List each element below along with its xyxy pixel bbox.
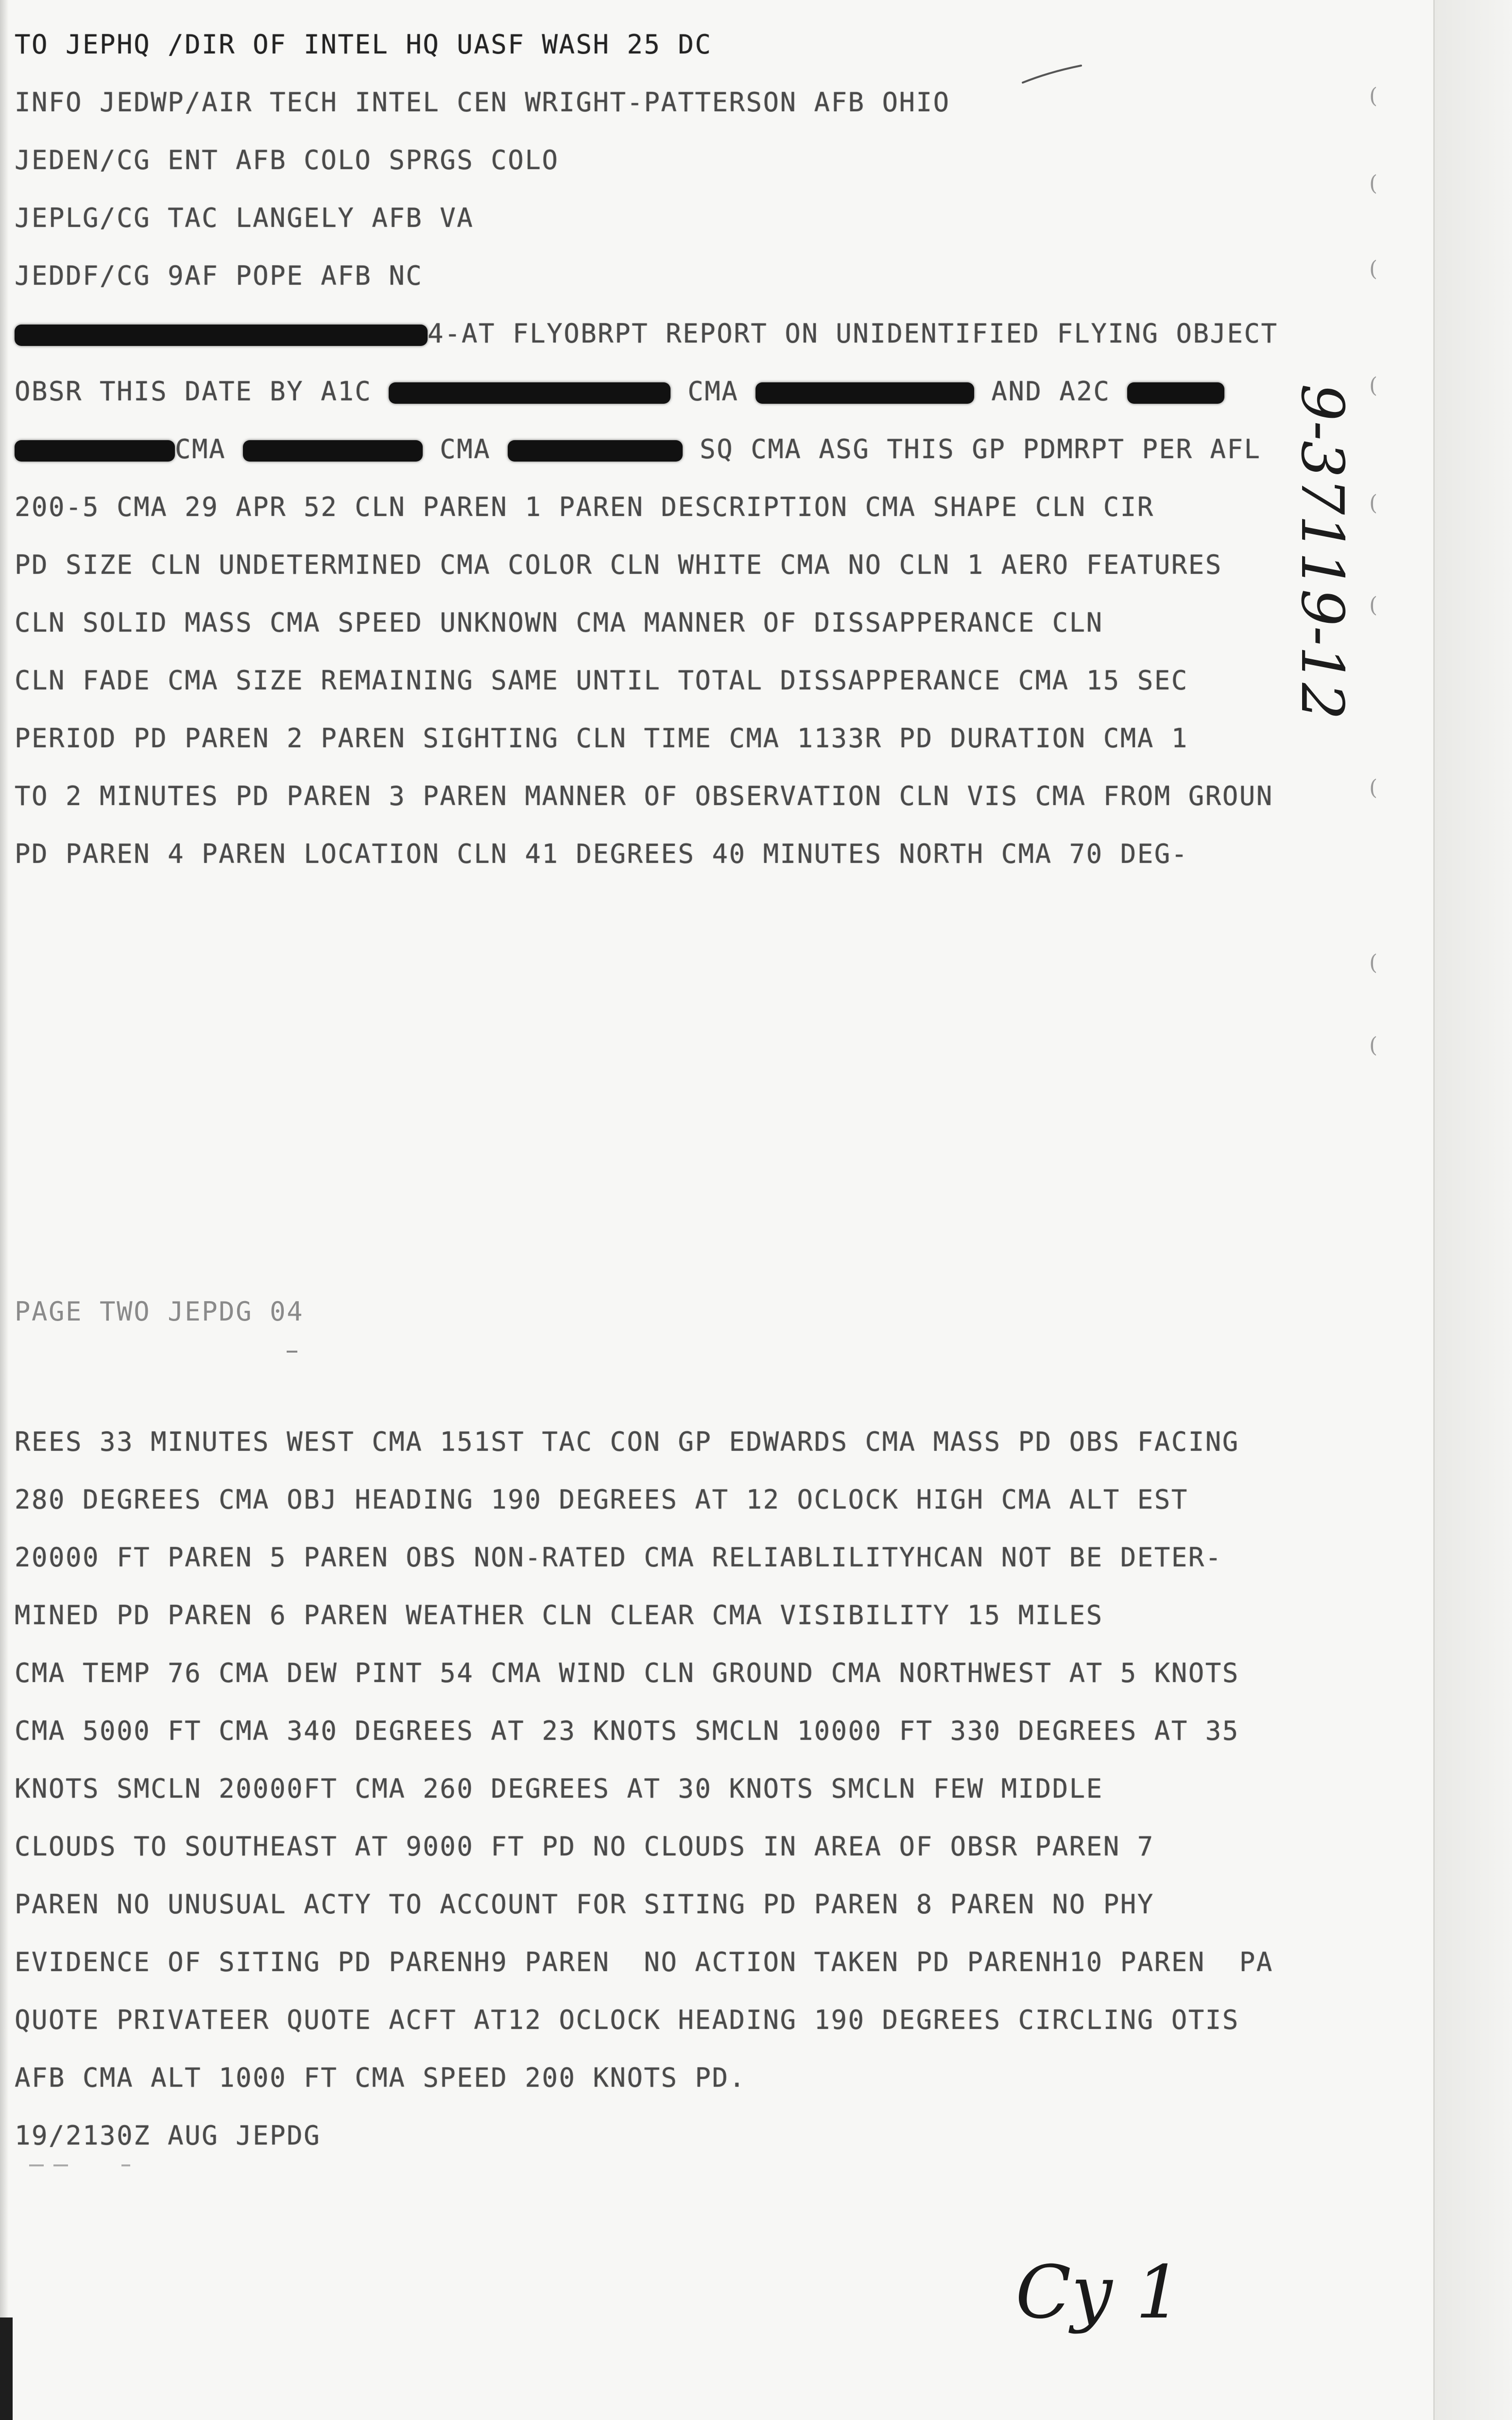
message-line: CMA 5000 FT CMA 340 DEGREES AT 23 KNOTS SMCLN 10000 FT 330 DEGREES AT 35: [15, 1716, 1239, 1746]
margin-mark: (: [1369, 257, 1378, 281]
message-line: CLN SOLID MASS CMA SPEED UNKNOWN CMA MANNER OF DISSAPPERANCE CLN: [15, 607, 1103, 638]
stray-mark: [29, 2164, 44, 2166]
message-line: CMA TEMP 76 CMA DEW PINT 54 CMA WIND CLN GROUND CMA NORTHWEST AT 5 KNOTS: [15, 1658, 1239, 1688]
redaction-bar: [1127, 382, 1224, 404]
message-line: [15, 305, 1278, 362]
message-text: OBSR THIS DATE BY A1C: [15, 376, 372, 407]
message-text: CMA: [175, 434, 226, 464]
message-text: CMA: [687, 376, 739, 407]
message-line: 280 DEGREES CMA OBJ HEADING 190 DEGREES AT 12 OCLOCK HIGH CMA ALT EST: [15, 1484, 1188, 1515]
stray-mark: [287, 1351, 297, 1353]
redaction-bar: [15, 325, 428, 346]
message-line: PD SIZE CLN UNDETERMINED CMA COLOR CLN WHITE CMA NO CLN 1 AERO FEATURES: [15, 549, 1222, 580]
message-line: 19/2130Z AUG JEPDG: [15, 2120, 321, 2151]
margin-mark: (: [1369, 1033, 1378, 1058]
message-line: CLN FADE CMA SIZE REMAINING SAME UNTIL TOTAL DISSAPPERANCE CMA 15 SEC: [15, 665, 1188, 696]
message-line: TO 2 MINUTES PD PAREN 3 PAREN MANNER OF OBSERVATION CLN VIS CMA FROM GROUN: [15, 781, 1273, 811]
pen-tick-mark: [1020, 63, 1083, 87]
margin-mark: (: [1369, 171, 1378, 196]
margin-mark: (: [1369, 593, 1378, 618]
teletype-message-page-one: [15, 16, 1278, 883]
message-line: 200-5 CMA 29 APR 52 CLN PAREN 1 PAREN DESCRIPTION CMA SHAPE CLN CIR: [15, 492, 1154, 522]
message-line: PD PAREN 4 PAREN LOCATION CLN 41 DEGREES 40 MINUTES NORTH CMA 70 DEG-: [15, 839, 1188, 869]
message-line: AFB CMA ALT 1000 FT CMA SPEED 200 KNOTS PD.: [15, 2062, 746, 2093]
message-line: QUOTE PRIVATEER QUOTE ACFT AT12 OCLOCK HEADING 190 DEGREES CIRCLING OTIS: [15, 2005, 1239, 2035]
margin-mark: (: [1369, 373, 1378, 398]
message-line: PAREN NO UNUSUAL ACTY TO ACCOUNT FOR SITING PD PAREN 8 PAREN NO PHY: [15, 1889, 1154, 1920]
message-text: AND A2C: [991, 376, 1111, 407]
redaction-bar: [15, 440, 175, 462]
message-line: KNOTS SMCLN 20000FT CMA 260 DEGREES AT 30 KNOTS SMCLN FEW MIDDLE: [15, 1773, 1103, 1804]
scan-edge-bar: [0, 2317, 13, 2420]
addressee-line: JEPLG/CG TAC LANGELY AFB VA: [15, 203, 474, 233]
redaction-bar: [243, 440, 423, 462]
page-margin-strip: [1433, 0, 1512, 2420]
redaction-bar: [508, 440, 683, 462]
handwritten-document-number: [1273, 374, 1360, 724]
message-line: PERIOD PD PAREN 2 PAREN SIGHTING CLN TIME CMA 1133R PD DURATION CMA 1: [15, 723, 1188, 754]
teletype-message-page-two: [15, 1413, 1273, 2164]
document-number-text: 9-37119-12: [1288, 384, 1356, 720]
margin-mark: (: [1369, 84, 1378, 108]
handwritten-signature: [1011, 2245, 1215, 2361]
message-line: 20000 FT PAREN 5 PAREN OBS NON-RATED CMA RELIABLILITYHCAN NOT BE DETER-: [15, 1542, 1222, 1573]
addressee-line: TO JEPHQ /DIR OF INTEL HQ UASF WASH 25 DC: [15, 29, 712, 60]
message-text: SQ CMA ASG THIS GP PDMRPT PER AFL: [700, 434, 1261, 464]
addressee-line: JEDEN/CG ENT AFB COLO SPRGS COLO: [15, 145, 559, 175]
redaction-bar: [389, 382, 670, 404]
message-line: MINED PD PAREN 6 PAREN WEATHER CLN CLEAR CMA VISIBILITY 15 MILES: [15, 1600, 1103, 1630]
message-line: REES 33 MINUTES WEST CMA 151ST TAC CON GP EDWARDS CMA MASS PD OBS FACING: [15, 1426, 1239, 1457]
stray-mark: [121, 2164, 130, 2166]
margin-mark: (: [1369, 950, 1378, 975]
page-two-header: PAGE TWO JEPDG 04: [15, 1296, 304, 1327]
message-text: 4-AT FLYOBRPT REPORT ON UNIDENTIFIED FLYING OBJECT: [428, 318, 1278, 349]
page-edge-shadow: [0, 0, 9, 2420]
margin-mark: (: [1369, 775, 1378, 800]
message-line: CLOUDS TO SOUTHEAST AT 9000 FT PD NO CLOUDS IN AREA OF OBSR PAREN 7: [15, 1831, 1154, 1862]
message-text: CMA: [440, 434, 491, 464]
addressee-line: INFO JEDWP/AIR TECH INTEL CEN WRIGHT-PATTERSON AFB OHIO: [15, 87, 950, 118]
message-line: EVIDENCE OF SITING PD PARENH9 PAREN NO ACTION TAKEN PD PARENH10 PAREN PA: [15, 1947, 1273, 1977]
message-line: [15, 362, 1278, 420]
margin-mark: (: [1369, 491, 1378, 515]
signature-text: Cy 1: [1015, 2250, 1182, 2335]
addressee-line: JEDDF/CG 9AF POPE AFB NC: [15, 260, 423, 291]
stray-mark: [53, 2164, 68, 2166]
message-line: [15, 420, 1278, 478]
redaction-bar: [756, 382, 974, 404]
